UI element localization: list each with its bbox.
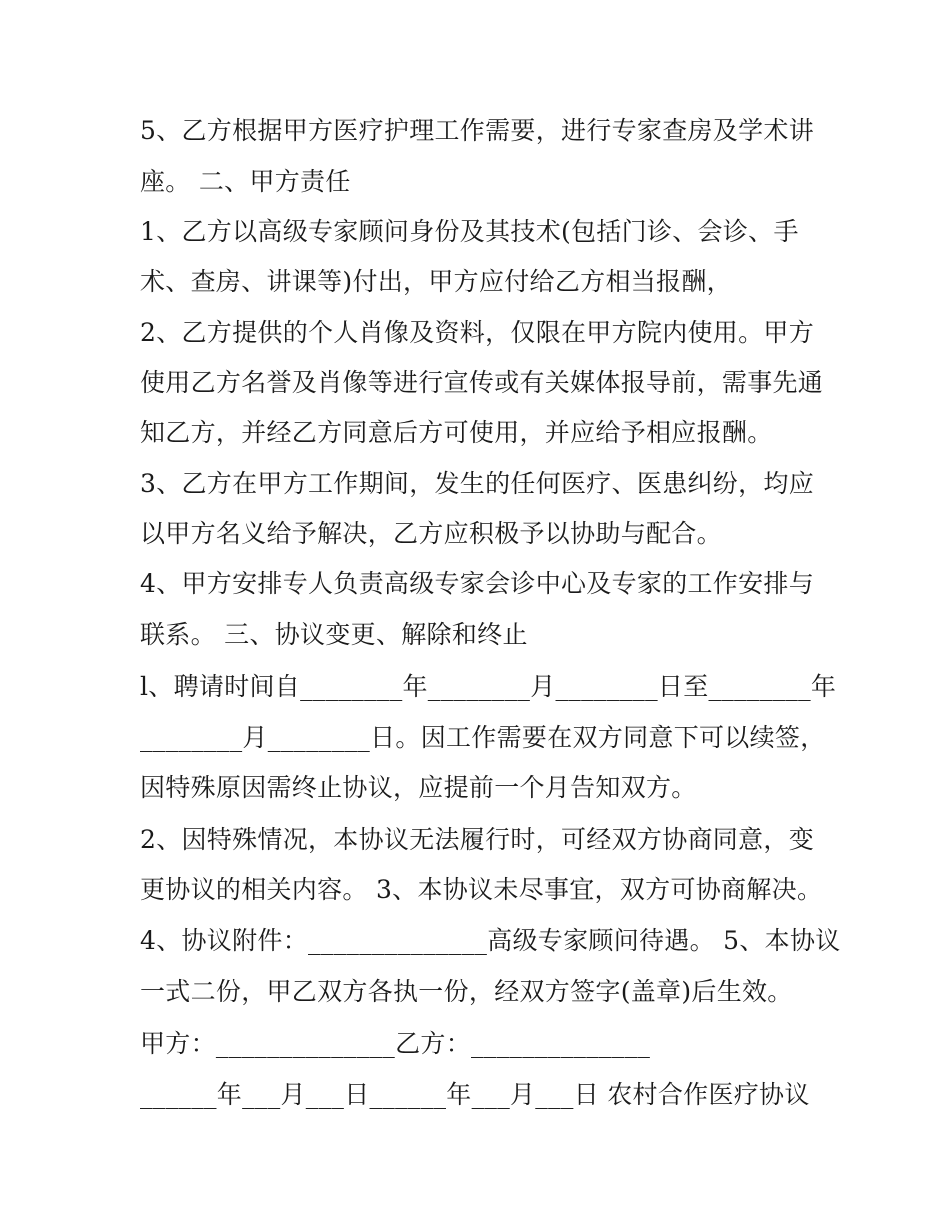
text-line: l、聘请时间自________年________月________日至________年 (140, 672, 837, 701)
text-line: 4、甲方安排专人负责高级专家会诊中心及专家的工作安排与 (140, 569, 815, 598)
text-line: 使用乙方名誉及肖像等进行宣传或有关媒体报导前，需事先通 (140, 368, 824, 397)
text-line: 2、因特殊情况，本协议无法履行时，可经双方协商同意，变 (140, 825, 815, 854)
text-line: 5、乙方根据甲方医疗护理工作需要，进行专家查房及学术讲 (140, 116, 815, 145)
text-line: 4、协议附件：______________高级专家顾问待遇。 5、本协议 (140, 926, 841, 955)
text-line: 1、乙方以高级专家顾问身份及其技术(包括门诊、会诊、手 (140, 217, 799, 246)
signature-line: 甲方：______________乙方：______________ (140, 1029, 651, 1058)
text-line: ________月________日。因工作需要在双方同意下可以续签， (140, 723, 826, 752)
text-line: 联系。 三、协议变更、解除和终止 (140, 620, 528, 649)
text-line: 知乙方，并经乙方同意后方可使用，并应给予相应报酬。 (140, 418, 773, 447)
text-line: 因特殊原因需终止协议，应提前一个月告知双方。 (140, 773, 697, 802)
text-line: 2、乙方提供的个人肖像及资料，仅限在甲方院内使用。甲方 (140, 318, 815, 347)
text-line: 以甲方名义给予解决，乙方应积极予以协助与配合。 (140, 519, 722, 548)
text-line: 更协议的相关内容。 3、本协议未尽事宜，双方可协商解决。 (140, 875, 823, 904)
date-line: ______年___月___日______年___月___日 农村合作医疗协议 (140, 1080, 810, 1109)
text-line: 3、乙方在甲方工作期间，发生的任何医疗、医患纠纷，均应 (140, 469, 815, 498)
text-line: 座。 二、甲方责任 (140, 167, 351, 196)
text-line: 术、查房、讲课等)付出，甲方应付给乙方相当报酬， (140, 267, 732, 296)
text-line: 一式二份，甲乙双方各执一份，经双方签字(盖章)后生效。 (140, 977, 793, 1006)
